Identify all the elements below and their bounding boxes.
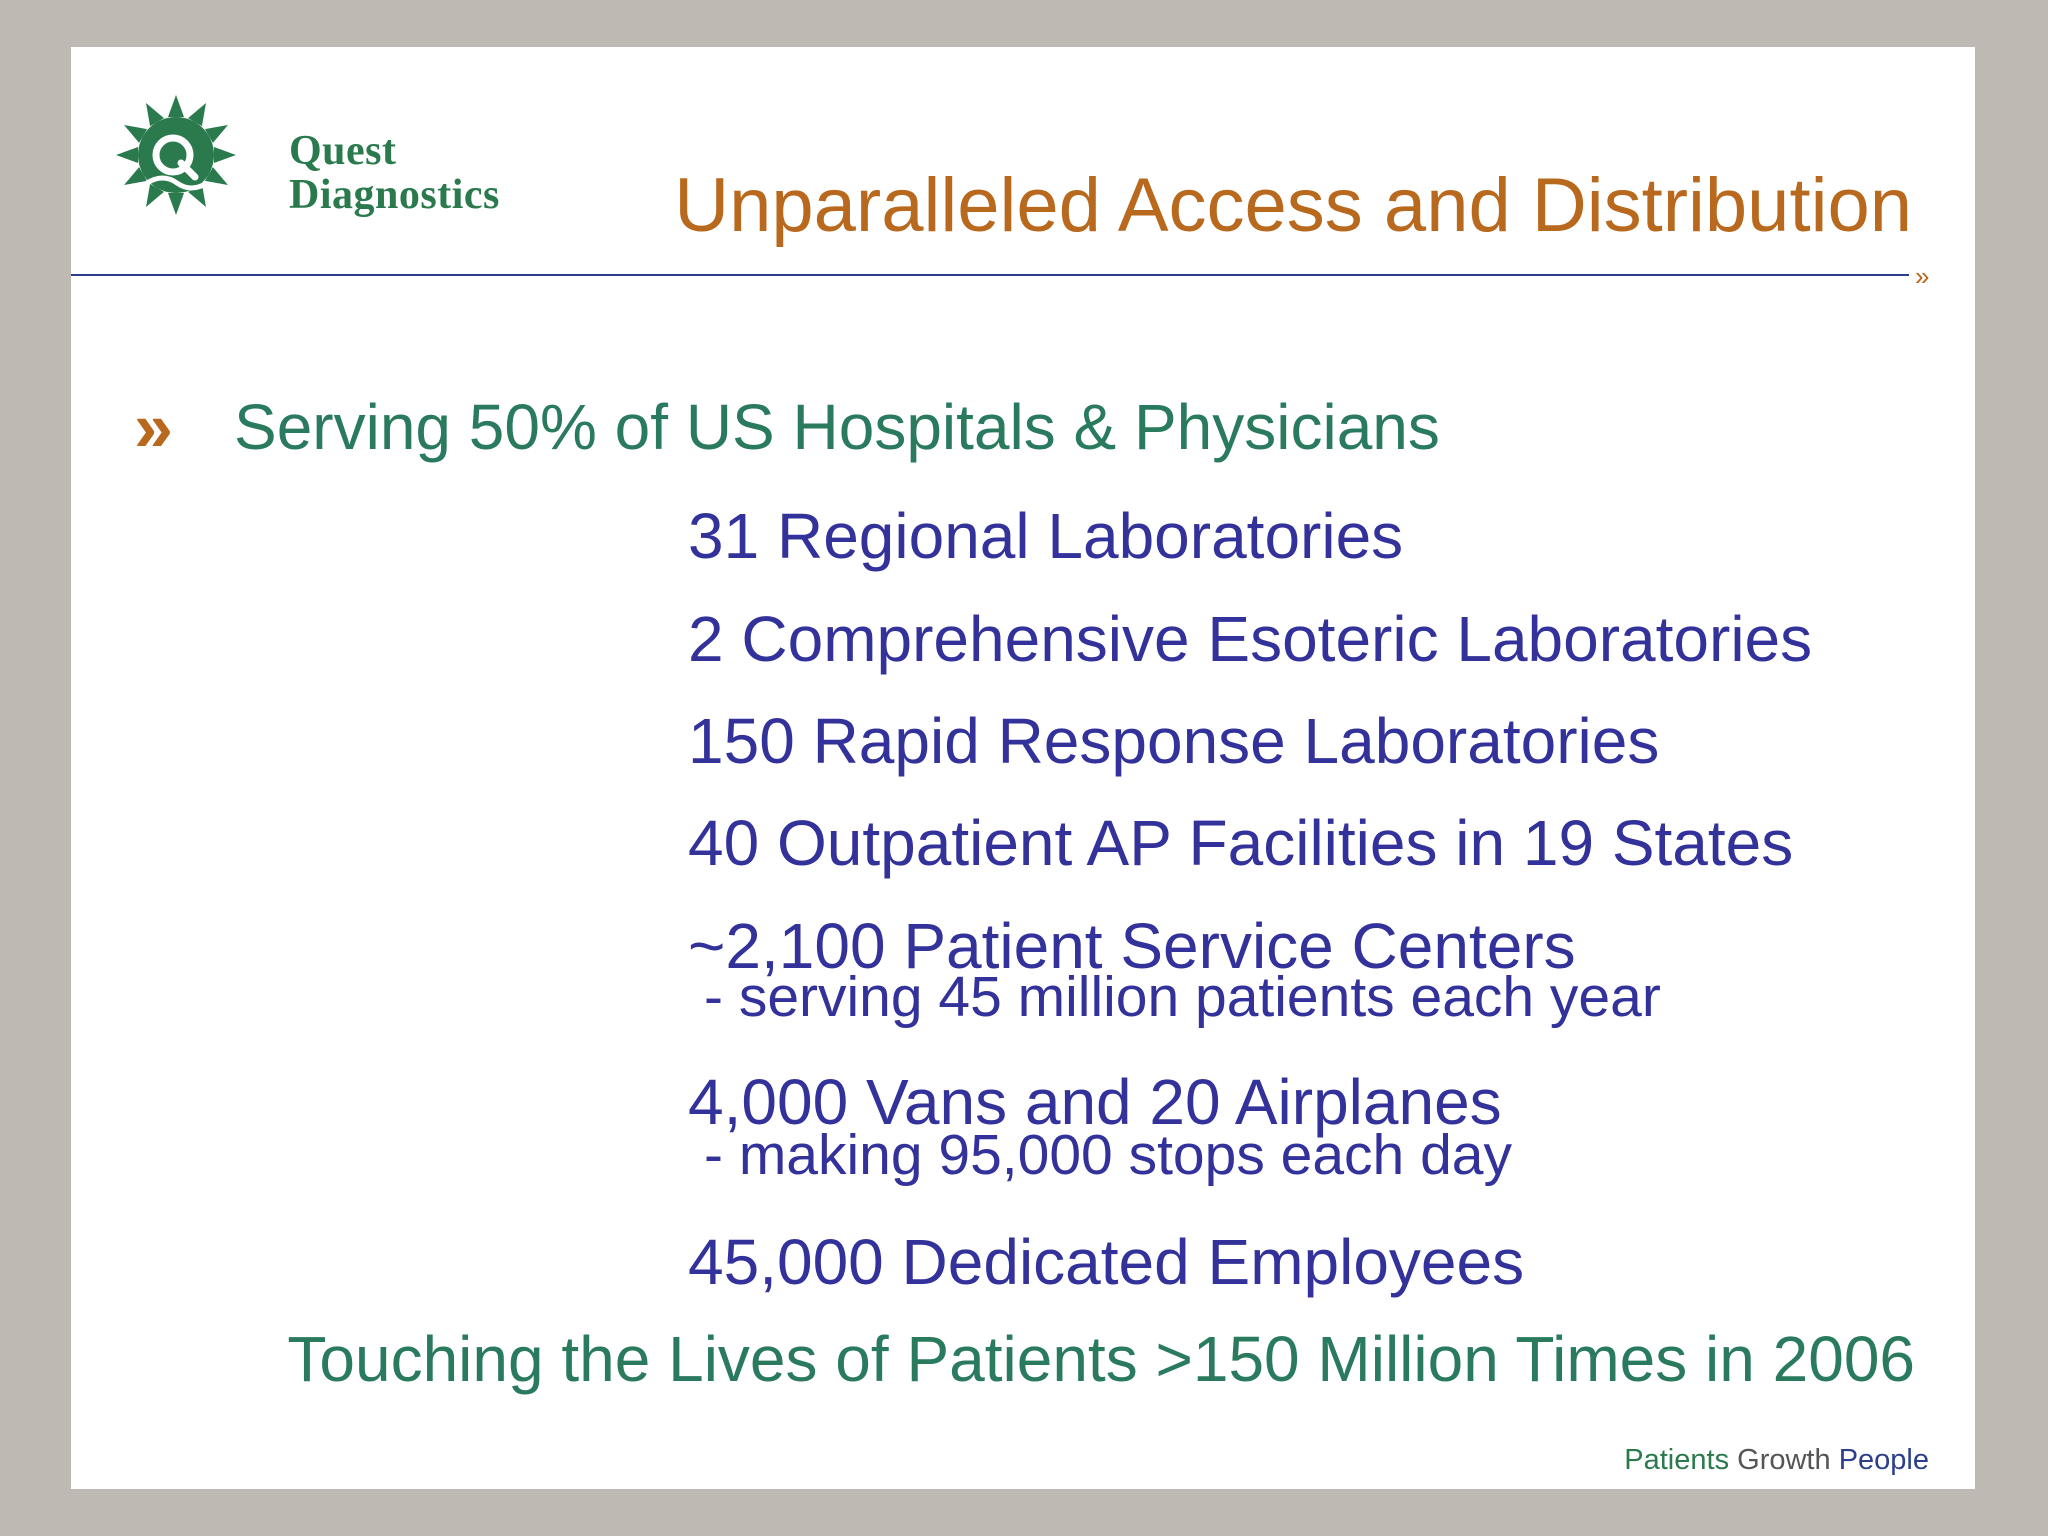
main-bullet-text: Serving 50% of US Hospitals & Physicians (234, 391, 1440, 463)
sunburst-logo-icon (111, 87, 241, 217)
logo-wordmark (289, 129, 500, 217)
quest-diagnostics-logo (111, 87, 500, 237)
tagline-patients: Patients (1624, 1444, 1730, 1476)
title-divider (71, 274, 1909, 276)
divider-end-chevron-icon: » (1915, 261, 1930, 291)
stat-employees: 45,000 Dedicated Employees (688, 1226, 1525, 1298)
stat-patient-service-centers-sub: - serving 45 million patients each year (704, 965, 1661, 1029)
logo-line-quest: Quest (289, 128, 397, 174)
logo-line-diagnostics: Diagnostics (289, 172, 500, 218)
tagline-people: People (1838, 1444, 1929, 1476)
slide (71, 47, 1975, 1489)
stat-regional-labs: 31 Regional Laboratories (688, 500, 1404, 572)
stat-outpatient-facilities: 40 Outpatient AP Facilities in 19 States (688, 807, 1794, 879)
stat-rapid-response-labs: 150 Rapid Response Laboratories (688, 705, 1660, 777)
tagline (1624, 1444, 1929, 1477)
tagline-growth: Growth (1737, 1444, 1831, 1476)
summary-line: Touching the Lives of Patients >150 Million Times in 2006 (287, 1323, 1915, 1395)
stat-patient-service-centers: ~2,100 Patient Service Centers (688, 910, 1576, 982)
stat-esoteric-labs: 2 Comprehensive Esoteric Laboratories (688, 603, 1813, 675)
stat-vans-airplanes-sub: - making 95,000 stops each day (704, 1123, 1512, 1187)
double-chevron-bullet-icon: » (134, 388, 173, 466)
stat-vans-airplanes: 4,000 Vans and 20 Airplanes (688, 1066, 1502, 1138)
slide-title: Unparalleled Access and Distribution (674, 163, 1912, 248)
